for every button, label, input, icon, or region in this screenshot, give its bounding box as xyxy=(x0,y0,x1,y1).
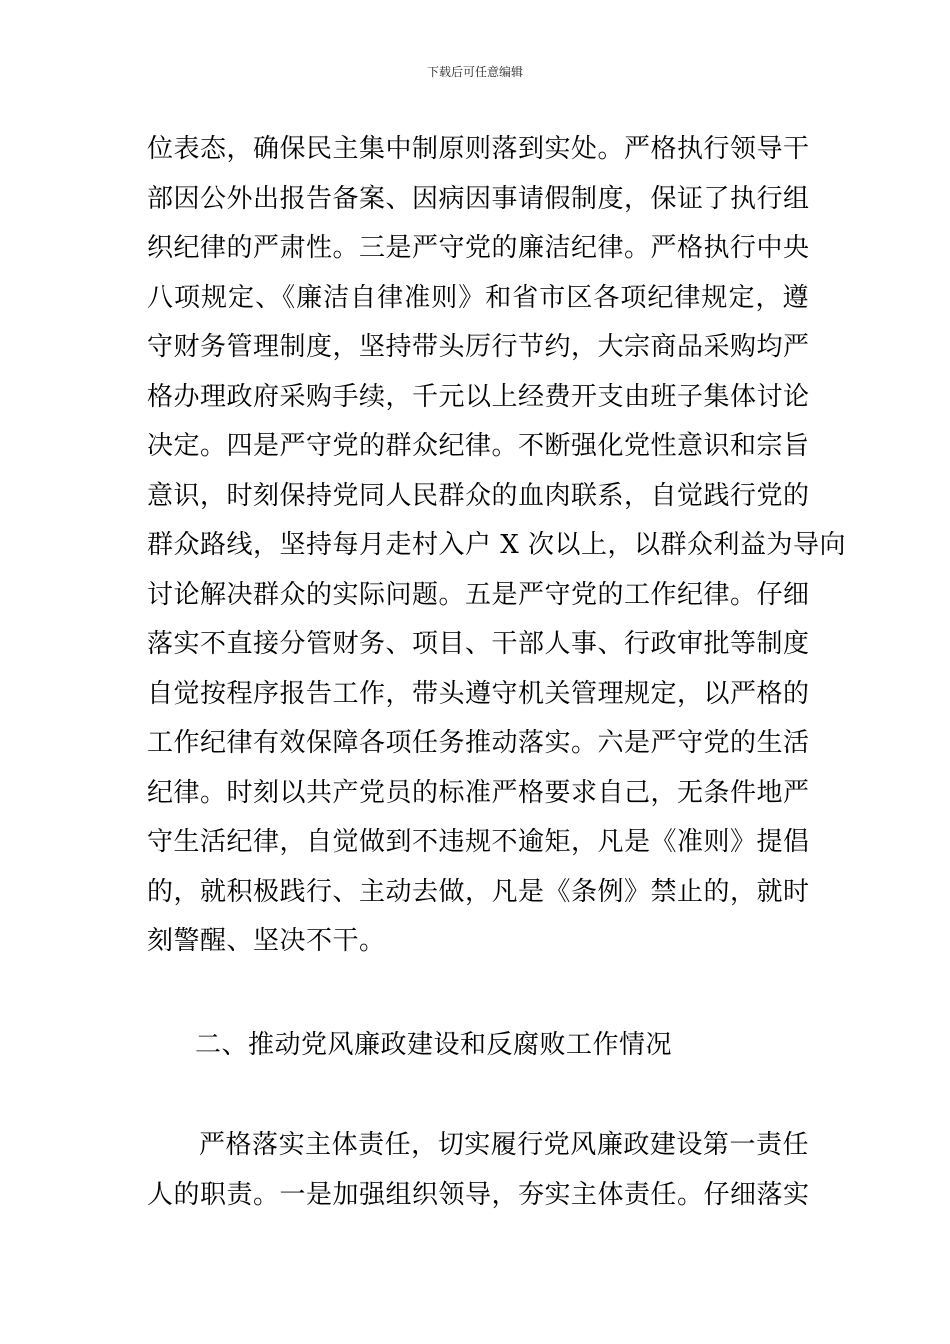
paragraph-line: 落实不直接分管财务、项目、干部人事、行政审批等制度 xyxy=(147,629,810,659)
paragraph-line: 的，就积极践行、主动去做，凡是《条例》禁止的，就时 xyxy=(147,876,810,907)
paragraph-line: 刻警醒、坚决不干。 xyxy=(147,926,386,956)
paragraph-line: 织纪律的严肃性。三是严守党的廉洁纪律。严格执行中央 xyxy=(147,233,810,263)
page-header-note: 下载后可任意编辑 xyxy=(426,65,523,79)
section-heading: 二、推动党风廉政建设和反腐败工作情况 xyxy=(195,1030,673,1060)
paragraph-line: 群众路线，坚持每月走村入户 X 次以上，以群众利益为导向 xyxy=(147,530,847,560)
body-paragraph-discipline xyxy=(147,125,847,967)
paragraph-line: 意识，时刻保持党同人民群众的血肉联系，自觉践行党的 xyxy=(147,480,810,511)
paragraph-line: 自觉按程序报告工作，带头遵守机关管理规定，以严格的 xyxy=(147,678,810,709)
paragraph-line: 八项规定、《廉洁自律准则》和省市区各项纪律规定，遵 xyxy=(147,282,809,313)
body-paragraph-responsibility xyxy=(147,1121,809,1220)
paragraph-line: 工作纪律有效保障各项任务推动落实。六是严守党的生活 xyxy=(147,728,810,758)
paragraph-line: 格办理政府采购手续，千元以上经费开支由班子集体讨论 xyxy=(147,381,810,412)
paragraph-line: 纪律。时刻以共产党员的标准严格要求自己，无条件地严 xyxy=(147,777,810,808)
paragraph-line: 位表态，确保民主集中制原则落到实处。严格执行领导干 xyxy=(147,134,810,164)
paragraph-line: 守生活纪律，自觉做到不违规不逾矩，凡是《准则》提倡 xyxy=(147,827,810,857)
paragraph-line-indented: 严格落实主体责任，切实履行党风廉政建设第一责任 xyxy=(199,1130,809,1160)
paragraph-line: 守财务管理制度，坚持带头厉行节约，大宗商品采购均严 xyxy=(147,332,810,362)
paragraph-line: 讨论解决群众的实际问题。五是严守党的工作纪律。仔细 xyxy=(147,579,810,610)
paragraph-line: 人的职责。一是加强组织领导，夯实主体责任。仔细落实 xyxy=(147,1179,810,1210)
paragraph-line: 部因公外出报告备案、因病因事请假制度，保证了执行组 xyxy=(147,183,810,214)
paragraph-line: 决定。四是严守党的群众纪律。不断强化党性意识和宗旨 xyxy=(147,431,810,461)
